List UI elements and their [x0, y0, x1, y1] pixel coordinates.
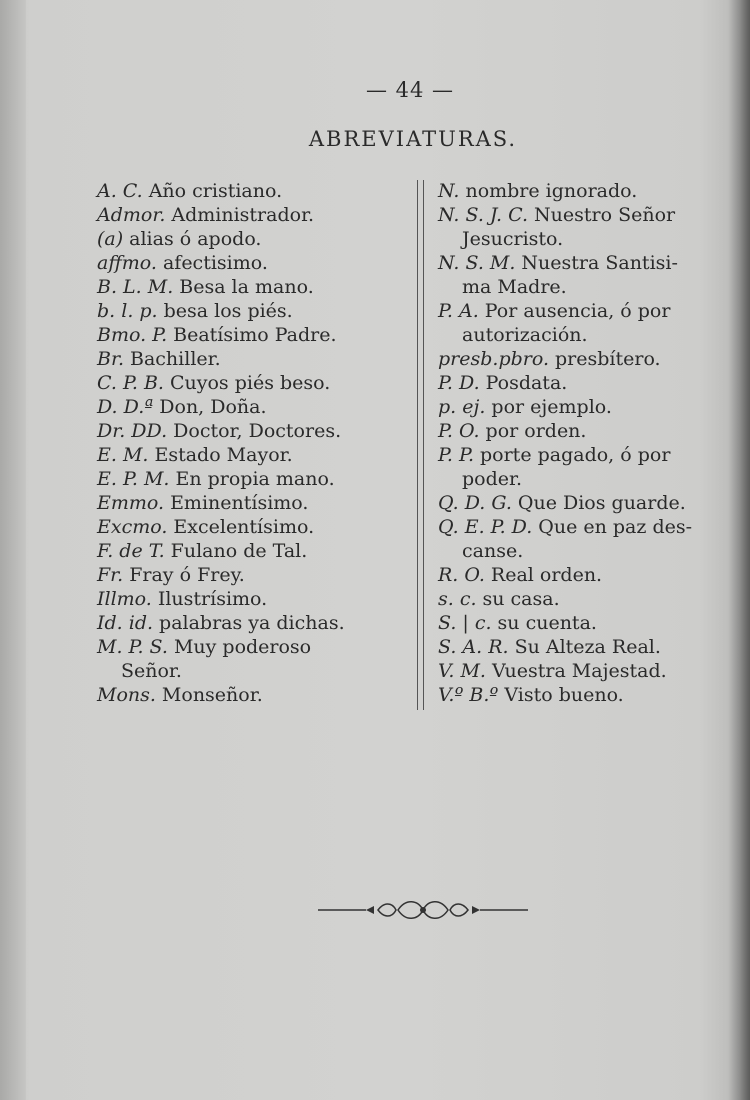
abbreviation-entry	[97, 395, 407, 419]
column-divider	[417, 180, 418, 710]
abbreviation-meaning: Estado Mayor.	[154, 444, 293, 466]
abbreviation-term: Admor.	[97, 204, 166, 226]
page-binding-edge	[0, 0, 26, 1100]
abbreviation-entry	[438, 347, 738, 371]
abbreviation-entry	[97, 659, 407, 683]
abbreviation-meaning: Excelentísimo.	[173, 516, 315, 538]
abbreviation-term: Id. id.	[97, 612, 154, 634]
abbreviation-entry	[97, 251, 407, 275]
abbreviation-term: P. P.	[438, 444, 474, 466]
abbreviation-list-right	[438, 179, 738, 707]
abbreviation-term: S. | c.	[438, 612, 492, 634]
column-divider	[423, 180, 424, 710]
abbreviation-meaning: Ilustrísimo.	[157, 588, 268, 610]
abbreviation-meaning: Que en paz des-	[538, 516, 693, 538]
abbreviation-meaning: Vuestra Majestad.	[491, 660, 667, 682]
abbreviation-term: Fr.	[97, 564, 124, 586]
abbreviation-meaning: Jesucristo.	[462, 228, 564, 250]
abbreviation-meaning: palabras ya dichas.	[159, 612, 345, 634]
abbreviation-meaning: por ejemplo.	[491, 396, 612, 418]
abbreviation-meaning: su cuenta.	[497, 612, 597, 634]
abbreviation-entry	[97, 227, 407, 251]
abbreviation-term: (a)	[97, 228, 124, 250]
abbreviation-entry	[97, 347, 407, 371]
abbreviation-entry	[97, 467, 407, 491]
abbreviation-meaning: Su Alteza Real.	[514, 636, 661, 658]
abbreviation-term: affmo.	[97, 252, 157, 274]
abbreviation-term: R. O.	[438, 564, 485, 586]
abbreviation-term: S. A. R.	[438, 636, 509, 658]
abbreviation-term: Dr. DD.	[97, 420, 168, 442]
abbreviation-entry	[97, 419, 407, 443]
abbreviation-term: N. S. M.	[438, 252, 516, 274]
abbreviation-entry	[438, 395, 738, 419]
abbreviation-entry	[438, 443, 738, 467]
abbreviation-term: s. c.	[438, 588, 477, 610]
abbreviation-meaning: Fulano de Tal.	[170, 540, 308, 562]
abbreviation-entry	[97, 203, 407, 227]
abbreviation-entry	[438, 419, 738, 443]
abbreviation-meaning: Que Dios guarde.	[517, 492, 686, 514]
abbreviation-entry	[97, 299, 407, 323]
abbreviation-entry	[438, 659, 738, 683]
abbreviation-term: B. L. M.	[97, 276, 174, 298]
abbreviation-term: presb.pbro.	[438, 348, 549, 370]
abbreviation-entry	[97, 515, 407, 539]
abbreviation-entry	[97, 563, 407, 587]
abbreviation-entry	[438, 563, 738, 587]
abbreviation-meaning: afectisimo.	[162, 252, 268, 274]
abbreviation-term: Excmo.	[97, 516, 168, 538]
abbreviation-entry	[438, 371, 738, 395]
abbreviation-term: N. S. J. C.	[438, 204, 529, 226]
abbreviation-meaning: Beatísimo Padre.	[173, 324, 337, 346]
abbreviation-term: C. P. B.	[97, 372, 164, 394]
abbreviation-meaning: presbítero.	[555, 348, 661, 370]
abbreviation-term: M. P. S.	[97, 636, 168, 658]
abbreviation-meaning: En propia mano.	[175, 468, 335, 490]
abbreviation-entry	[97, 683, 407, 707]
abbreviation-term: E. P. M.	[97, 468, 170, 490]
abbreviation-entry	[438, 515, 738, 539]
abbreviation-term: V. M.	[438, 660, 486, 682]
abbreviation-meaning: Posdata.	[485, 372, 568, 394]
abbreviation-term: P. D.	[438, 372, 480, 394]
abbreviation-meaning: Visto bueno.	[504, 684, 624, 706]
page-title: ABREVIATURAS.	[308, 127, 518, 151]
abbreviation-entry	[97, 275, 407, 299]
abbreviation-meaning: Monseñor.	[161, 684, 263, 706]
abbreviation-entry	[438, 203, 738, 227]
abbreviation-meaning: Don, Doña.	[159, 396, 267, 418]
abbreviation-entry	[97, 443, 407, 467]
abbreviation-meaning: Año cristiano.	[148, 180, 283, 202]
abbreviation-meaning: autorización.	[462, 324, 588, 346]
abbreviation-meaning: Nuestra Santisi-	[521, 252, 678, 274]
abbreviation-list-left	[97, 179, 407, 707]
abbreviation-meaning: Señor.	[121, 660, 182, 682]
abbreviation-term: N.	[438, 180, 460, 202]
abbreviation-entry	[438, 635, 738, 659]
abbreviation-entry	[97, 587, 407, 611]
abbreviation-entry	[97, 323, 407, 347]
abbreviation-term: Q. D. G.	[438, 492, 512, 514]
abbreviation-term: D. D.ª	[97, 396, 154, 418]
abbreviation-entry	[438, 491, 738, 515]
abbreviation-meaning: poder.	[462, 468, 523, 490]
abbreviation-term: Emmo.	[97, 492, 165, 514]
abbreviation-meaning: Fray ó Frey.	[129, 564, 245, 586]
abbreviation-meaning: por orden.	[485, 420, 587, 442]
abbreviation-term: P. O.	[438, 420, 480, 442]
abbreviation-entry	[438, 323, 738, 347]
abbreviation-entry	[438, 275, 738, 299]
abbreviation-term: b. l. p.	[97, 300, 158, 322]
abbreviation-entry	[97, 179, 407, 203]
abbreviation-entry	[97, 539, 407, 563]
abbreviation-entry	[438, 683, 738, 707]
abbreviation-meaning: Bachiller.	[130, 348, 221, 370]
abbreviation-term: p. ej.	[438, 396, 486, 418]
abbreviation-meaning: Cuyos piés beso.	[169, 372, 331, 394]
abbreviation-meaning: porte pagado, ó por	[480, 444, 671, 466]
abbreviation-entry	[97, 491, 407, 515]
abbreviation-meaning: Nuestro Señor	[534, 204, 676, 226]
abbreviation-entry	[438, 251, 738, 275]
abbreviation-meaning: Real orden.	[490, 564, 603, 586]
abbreviation-entry	[97, 371, 407, 395]
abbreviation-term: V.º B.º	[438, 684, 499, 706]
abbreviation-term: Bmo. P.	[97, 324, 168, 346]
decorative-ornament-icon	[318, 890, 528, 930]
abbreviation-entry	[438, 467, 738, 491]
abbreviation-entry	[438, 179, 738, 203]
abbreviation-term: Q. E. P. D.	[438, 516, 533, 538]
abbreviation-entry	[438, 587, 738, 611]
abbreviation-meaning: canse.	[462, 540, 524, 562]
abbreviation-term: Br.	[97, 348, 124, 370]
abbreviation-meaning: Por ausencia, ó por	[484, 300, 671, 322]
abbreviation-meaning: Muy poderoso	[173, 636, 312, 658]
abbreviation-term: E. M.	[97, 444, 149, 466]
abbreviation-term: Mons.	[97, 684, 156, 706]
abbreviation-term: F. de T.	[97, 540, 165, 562]
page-number: — 44 —	[365, 78, 455, 102]
abbreviation-meaning: alias ó apodo.	[129, 228, 262, 250]
abbreviation-entry	[438, 227, 738, 251]
abbreviation-meaning: Besa la mano.	[179, 276, 314, 298]
abbreviation-entry	[97, 611, 407, 635]
abbreviation-meaning: Doctor, Doctores.	[173, 420, 342, 442]
abbreviation-entry	[438, 611, 738, 635]
abbreviation-term: A. C.	[97, 180, 143, 202]
abbreviation-meaning: ma Madre.	[462, 276, 567, 298]
abbreviation-term: P. A.	[438, 300, 479, 322]
abbreviation-entry	[97, 635, 407, 659]
abbreviation-entry	[438, 539, 738, 563]
abbreviation-term: Illmo.	[97, 588, 152, 610]
abbreviation-meaning: nombre ignorado.	[465, 180, 638, 202]
abbreviation-meaning: Administrador.	[171, 204, 315, 226]
abbreviation-entry	[438, 299, 738, 323]
abbreviation-meaning: su casa.	[482, 588, 560, 610]
abbreviation-meaning: Eminentísimo.	[170, 492, 309, 514]
abbreviation-meaning: besa los piés.	[163, 300, 293, 322]
